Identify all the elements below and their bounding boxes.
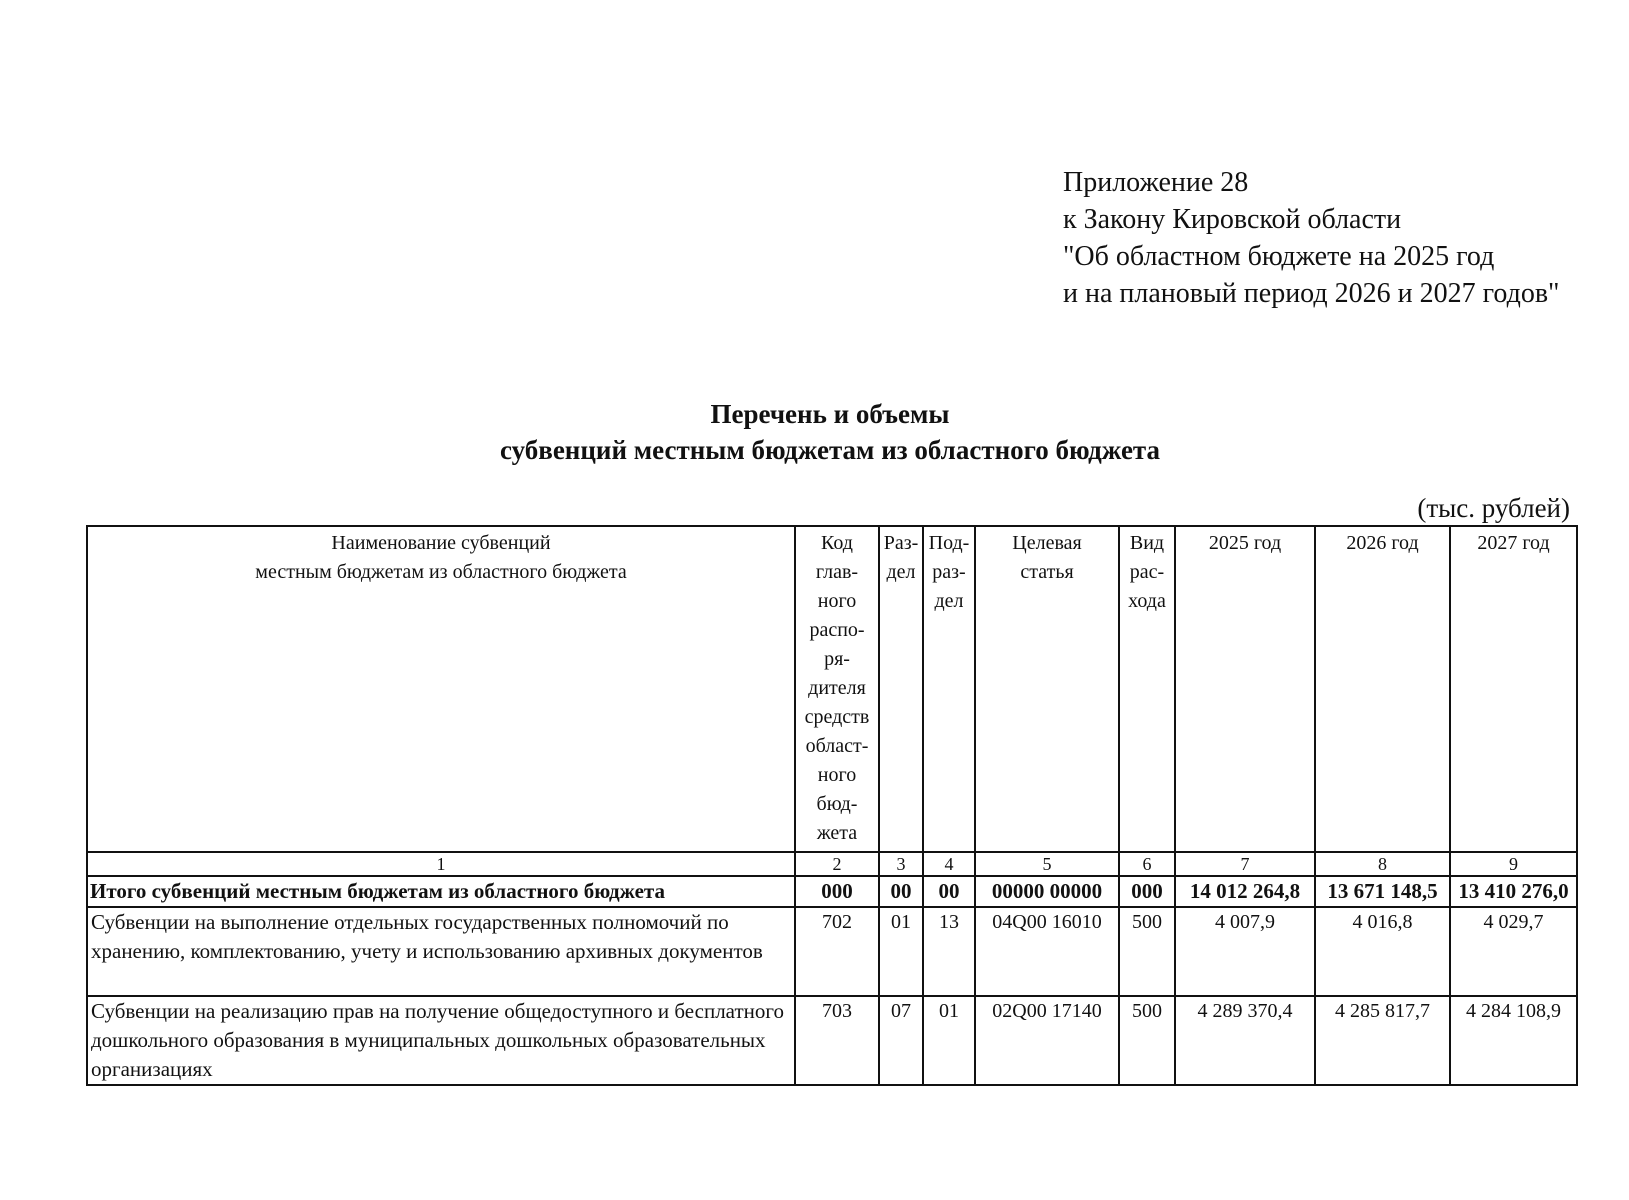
header-expense-part: Вид [1129, 532, 1165, 554]
header-code-part: ря- [824, 648, 850, 670]
title-line-2: субвенций местным бюджетам из областного бюджета [499, 435, 1161, 465]
row-2027: 4 284 108,9 [1450, 996, 1577, 1085]
header-name-line-2: местным бюджетам из областного бюджета [255, 561, 627, 583]
header-code-part: жета [816, 822, 858, 844]
total-section: 00 [879, 876, 923, 907]
column-number: 3 [879, 852, 923, 876]
header-subsection [923, 526, 975, 852]
header-code-part: глав- [815, 561, 859, 583]
row-expense-type: 500 [1119, 907, 1175, 996]
row-target: 02Q00 17140 [975, 996, 1119, 1085]
row-code: 702 [795, 907, 879, 996]
column-number: 5 [975, 852, 1119, 876]
row-name: Субвенции на реализацию прав на получение общедоступного и бесплатного дошкольного образования в муниципальных дошкольных образовательных организациях [87, 996, 795, 1085]
row-subsection: 01 [923, 996, 975, 1085]
column-number: 2 [795, 852, 879, 876]
header-name [87, 526, 795, 852]
header-target-part: Целевая [1012, 532, 1082, 554]
header-section [879, 526, 923, 852]
appendix-line-2: к Закону Кировской области [1063, 204, 1402, 235]
header-code-part: Код [821, 532, 853, 554]
row-expense-type: 500 [1119, 996, 1175, 1085]
header-code-part: средств [804, 706, 870, 728]
appendix-line-4: и на плановый период 2026 и 2027 годов" [1063, 278, 1560, 309]
row-2025: 4 289 370,4 [1175, 996, 1315, 1085]
total-subsection: 00 [923, 876, 975, 907]
header-year-2025: 2025 год [1175, 526, 1315, 852]
row-name: Субвенции на выполнение отдельных государственных полномочий по хранению, комплектованию, учету и использованию архивных документов [87, 907, 795, 996]
header-year-2026: 2026 год [1315, 526, 1450, 852]
row-section: 07 [879, 996, 923, 1085]
header-code-part: дителя [808, 677, 866, 699]
subventions-table [86, 525, 1578, 1086]
column-number: 8 [1315, 852, 1450, 876]
column-number-row [87, 852, 1577, 876]
column-number: 9 [1450, 852, 1577, 876]
total-expense-type: 000 [1119, 876, 1175, 907]
header-code [795, 526, 879, 852]
column-number: 6 [1119, 852, 1175, 876]
header-section-part: дел [886, 561, 916, 583]
appendix-note [1063, 164, 1559, 312]
total-name: Итого субвенций местным бюджетам из областного бюджета [87, 876, 795, 907]
header-subsection-part: дел [934, 590, 964, 612]
row-target: 04Q00 16010 [975, 907, 1119, 996]
row-2026: 4 285 817,7 [1315, 996, 1450, 1085]
header-expense-type [1119, 526, 1175, 852]
document-title [0, 396, 1629, 468]
header-expense-part: рас- [1129, 561, 1165, 583]
header-subsection-part: раз- [932, 561, 966, 583]
column-number: 7 [1175, 852, 1315, 876]
total-2025: 14 012 264,8 [1175, 876, 1315, 907]
total-2026: 13 671 148,5 [1315, 876, 1450, 907]
header-code-part: ного [817, 590, 857, 612]
row-code: 703 [795, 996, 879, 1085]
total-target: 00000 00000 [975, 876, 1119, 907]
header-code-part: бюд- [816, 793, 858, 815]
row-2025: 4 007,9 [1175, 907, 1315, 996]
header-code-part: ного [817, 764, 857, 786]
row-subsection: 13 [923, 907, 975, 996]
column-number: 4 [923, 852, 975, 876]
row-2027: 4 029,7 [1450, 907, 1577, 996]
row-section: 01 [879, 907, 923, 996]
header-subsection-part: Под- [928, 532, 970, 554]
header-target-part: статья [1020, 561, 1074, 583]
total-row [87, 876, 1577, 907]
title-line-1: Перечень и объемы [710, 399, 950, 429]
table-header-row [87, 526, 1577, 852]
table-row [87, 996, 1577, 1085]
header-target [975, 526, 1119, 852]
total-2027: 13 410 276,0 [1450, 876, 1577, 907]
row-2026: 4 016,8 [1315, 907, 1450, 996]
column-number: 1 [87, 852, 795, 876]
header-year-2027: 2027 год [1450, 526, 1577, 852]
table-row [87, 907, 1577, 996]
appendix-line-3: "Об областном бюджете на 2025 год [1063, 241, 1495, 272]
appendix-line-1: Приложение 28 [1063, 167, 1249, 198]
header-expense-part: хода [1128, 590, 1166, 612]
units-label: (тыс. рублей) [1417, 493, 1570, 523]
header-code-part: распо- [809, 619, 865, 641]
header-name-line-1: Наименование субвенций [331, 532, 551, 554]
header-section-part: Раз- [883, 532, 919, 554]
header-code-part: област- [805, 735, 869, 757]
total-code: 000 [795, 876, 879, 907]
